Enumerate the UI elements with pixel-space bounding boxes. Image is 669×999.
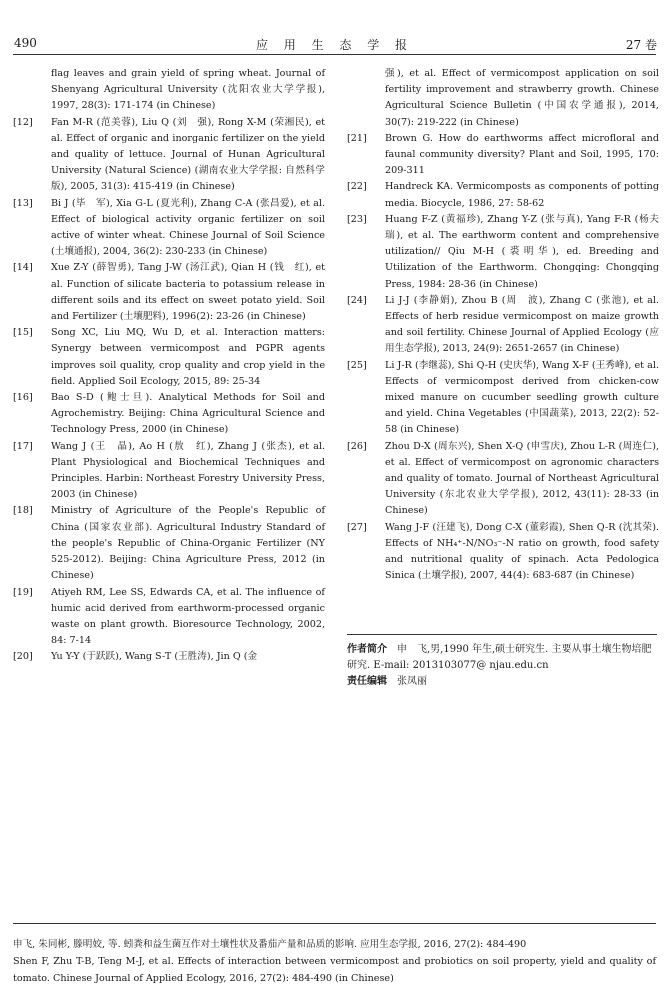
reference-item <box>13 649 325 665</box>
reference-number: [18] <box>13 505 33 517</box>
reference-item <box>13 196 325 261</box>
author-bio-text: 申 飞,男,1990 年生,硕士研究生. 主要从事土壤生物培肥研究. E-mail: 2013103077@ njau.edu.cn <box>347 644 652 671</box>
footer-rule <box>13 923 656 924</box>
reference-continuation: flag leaves and grain yield of spring wheat. Journal of Shenyang Agricultural University (沈阳农业大学学报), 1997, 28(3): 171-174 (in Chinese) <box>51 68 325 112</box>
reference-text: Yu Y-Y (于跃跃), Wang S-T (王胜涛), Jin Q (金 <box>51 651 258 663</box>
reference-number: [25] <box>347 359 367 371</box>
reference-item <box>347 358 659 439</box>
reference-text: Wang J-F (汪建飞), Dong C-X (董彩霞), Shen Q-R (沈其荣). Effects of NH₄⁺-N/NO₃⁻-N ratio on growth, food safety and nutritional quality of spinach. Acta Pedologica Sinica (土壤学报), 2007, 44(4): 683-687 (in Chinese) <box>385 521 659 582</box>
reference-number: [14] <box>13 262 33 274</box>
reference-text: Handreck KA. Vermicomposts as components of potting media. Biocycle, 1986, 27: 58-62 <box>385 181 659 209</box>
reference-item <box>347 439 659 520</box>
reference-text: Ministry of Agriculture of the People's Republic of China (国家农业部). Agricultural Industry Standard of the people's Republic of China-Organic Fertilizer (NY 525-2012). Beijing: China Agriculture Press, 2012 (in Chinese) <box>51 505 325 582</box>
reference-item <box>13 260 325 325</box>
reference-number: [16] <box>13 392 33 404</box>
reference-item <box>13 115 325 196</box>
author-bio <box>347 642 657 690</box>
reference-number: [15] <box>13 327 33 339</box>
reference-text: Zhou D-X (周东兴), Shen X-Q (申雪庆), Zhou L-R (周连仁), et al. Effect of vermicompost on agronomic characters and quality of tomato. Journal of Northeast Agricultural University (东北农业大学学报), 2012, 43(11): 28-33 (in Chinese) <box>385 440 659 517</box>
reference-item <box>13 325 325 390</box>
reference-text: Atiyeh RM, Lee SS, Edwards CA, et al. The influence of humic acid derived from earthworm-processed organic waste on plant growth. Bioresource Technology, 2002, 84: 7-14 <box>51 586 325 647</box>
editor-line <box>347 674 657 690</box>
reference-text: Bao S-D (鲍士旦). Analytical Methods for Soil and Agrochemistry. Beijing: China Agricultural Science and Technology Press, 2000 (in Chinese) <box>51 392 325 436</box>
reference-number: [21] <box>347 132 367 144</box>
reference-text: Wang J (王 晶), Ao H (敖 红), Zhang J (张杰), et al. Plant Physiological and Biochemical Techniques and Principles. Harbin: Northeast Forestry University Press, 2003 (in Chinese) <box>51 440 325 501</box>
reference-text: Song XC, Liu MQ, Wu D, et al. Interaction matters: Synergy between vermicompost and PGPR agents improves soil quality, crop quality and crop yield in the field. Applied Soil Ecology, 2015, 89: 25-34 <box>51 327 325 387</box>
page-header <box>0 36 669 56</box>
reference-item <box>347 179 659 211</box>
reference-number: [13] <box>13 197 33 209</box>
reference-list <box>13 115 325 666</box>
citation-en: Shen F, Zhu T-B, Teng M-J, et al. Effects of interaction between vermicompost and probiotics on soil property, yield and quality of tomato. Chinese Journal of Applied Ecology, 2016, 27(2): 484-490 (in Chinese) <box>13 956 656 984</box>
reference-text: Brown G. How do earthworms affect microfloral and faunal community diversity? Plant and Soil, 1995, 170: 209-311 <box>385 132 659 177</box>
author-bio-line <box>347 642 657 674</box>
reference-number: [20] <box>13 651 33 663</box>
left-column <box>13 66 325 666</box>
page-number: 490 <box>14 36 37 50</box>
reference-text: Xue Z-Y (薛智勇), Tang J-W (汤江武), Qian H (钱 红), et al. Function of silicate bacteria to potassium release in different soils and its effect on sweet potato yield. Soil and Fertilizer (土壤肥料), 1996(2): 23-26 (in Chinese) <box>51 262 325 323</box>
journal-title: 应 用 生 态 学 报 <box>255 38 414 52</box>
bio-rule <box>347 634 657 635</box>
reference-text: Li J-R (李继蕊), Shi Q-H (史庆华), Wang X-F (王秀峰), et al. Effects of vermicompost derived from chicken-cow mixed manure on cucumber seedling growth culture and yield. China Vegetables (中国蔬菜), 2013, 22(2): 52-58 (in Chinese) <box>385 359 659 436</box>
reference-item <box>13 390 325 439</box>
reference-item <box>13 439 325 504</box>
reference-number: [23] <box>347 213 367 225</box>
reference-number: [19] <box>13 586 33 598</box>
reference-number: [17] <box>13 440 33 452</box>
reference-item <box>347 293 659 358</box>
reference-list <box>347 131 659 585</box>
reference-item <box>13 503 325 584</box>
reference-text: Huang F-Z (黄福珍), Zhang Y-Z (张与真), Yang F-R (杨夫瑞), et al. The earthworm content and comprehensive utilization// Qiu M-H (裘明华), ed. Breeding and Utilization of the Earthworm. Chongqing: Chongqing Press, 1984: 28-36 (in Chinese) <box>385 213 659 290</box>
reference-number: [12] <box>13 116 33 128</box>
author-bio-label: 作者简介 <box>347 644 387 655</box>
reference-number: [27] <box>347 521 367 533</box>
reference-item <box>347 131 659 180</box>
editor-name: 张凤丽 <box>397 676 427 687</box>
reference-item <box>347 212 659 293</box>
volume-label: 27 卷 <box>625 38 657 52</box>
reference-item <box>13 585 325 650</box>
reference-number: [24] <box>347 294 367 306</box>
header-rule <box>13 54 656 55</box>
reference-text: Bi J (毕 军), Xia G-L (夏光利), Zhang C-A (张昌爱), et al. Effect of biological activity organic fertilizer on soil active of winter wheat. Chinese Journal of Soil Science (土壤通报), 2004, 36(2): 230-233 (in Chinese) <box>51 197 325 258</box>
citation-cn: 申飞, 朱同彬, 滕明姣, 等. 蚓粪和益生菌互作对土壤性状及番茄产量和品质的影响. 应用生态学报, 2016, 27(2): 484-490 <box>13 939 527 950</box>
reference-number: [22] <box>347 181 367 193</box>
reference-text: Fan M-R (范美蓉), Liu Q (刘 强), Rong X-M (荣湘民), et al. Effect of organic and inorganic fertilizer on the yield and quality of lettuce. Journal of Hunan Agricultural University (Natural Science) (湖南农业大学学报: 自然科学版), 2005, 31(3): 415-419 (in Chinese) <box>51 116 325 193</box>
reference-text: Li J-J (李静娟), Zhou B (周 波), Zhang C (张池), et al. Effects of herb residue vermicompost on maize growth and soil fertility. Chinese Journal of Applied Ecology (应用生态学报), 2013, 24(9): 2651-2657 (in Chinese) <box>385 294 659 355</box>
reference-item <box>347 520 659 585</box>
reference-number: [26] <box>347 440 367 452</box>
editor-label: 责任编辑 <box>347 676 387 687</box>
reference-continuation: 强), et al. Effect of vermicompost application on soil fertility improvement and strawberry growth. Chinese Agricultural Science Bulletin (中国农学通报), 2014, 30(7): 219-222 (in Chinese) <box>385 68 659 128</box>
citation-footer <box>13 936 656 987</box>
right-column <box>347 66 659 585</box>
